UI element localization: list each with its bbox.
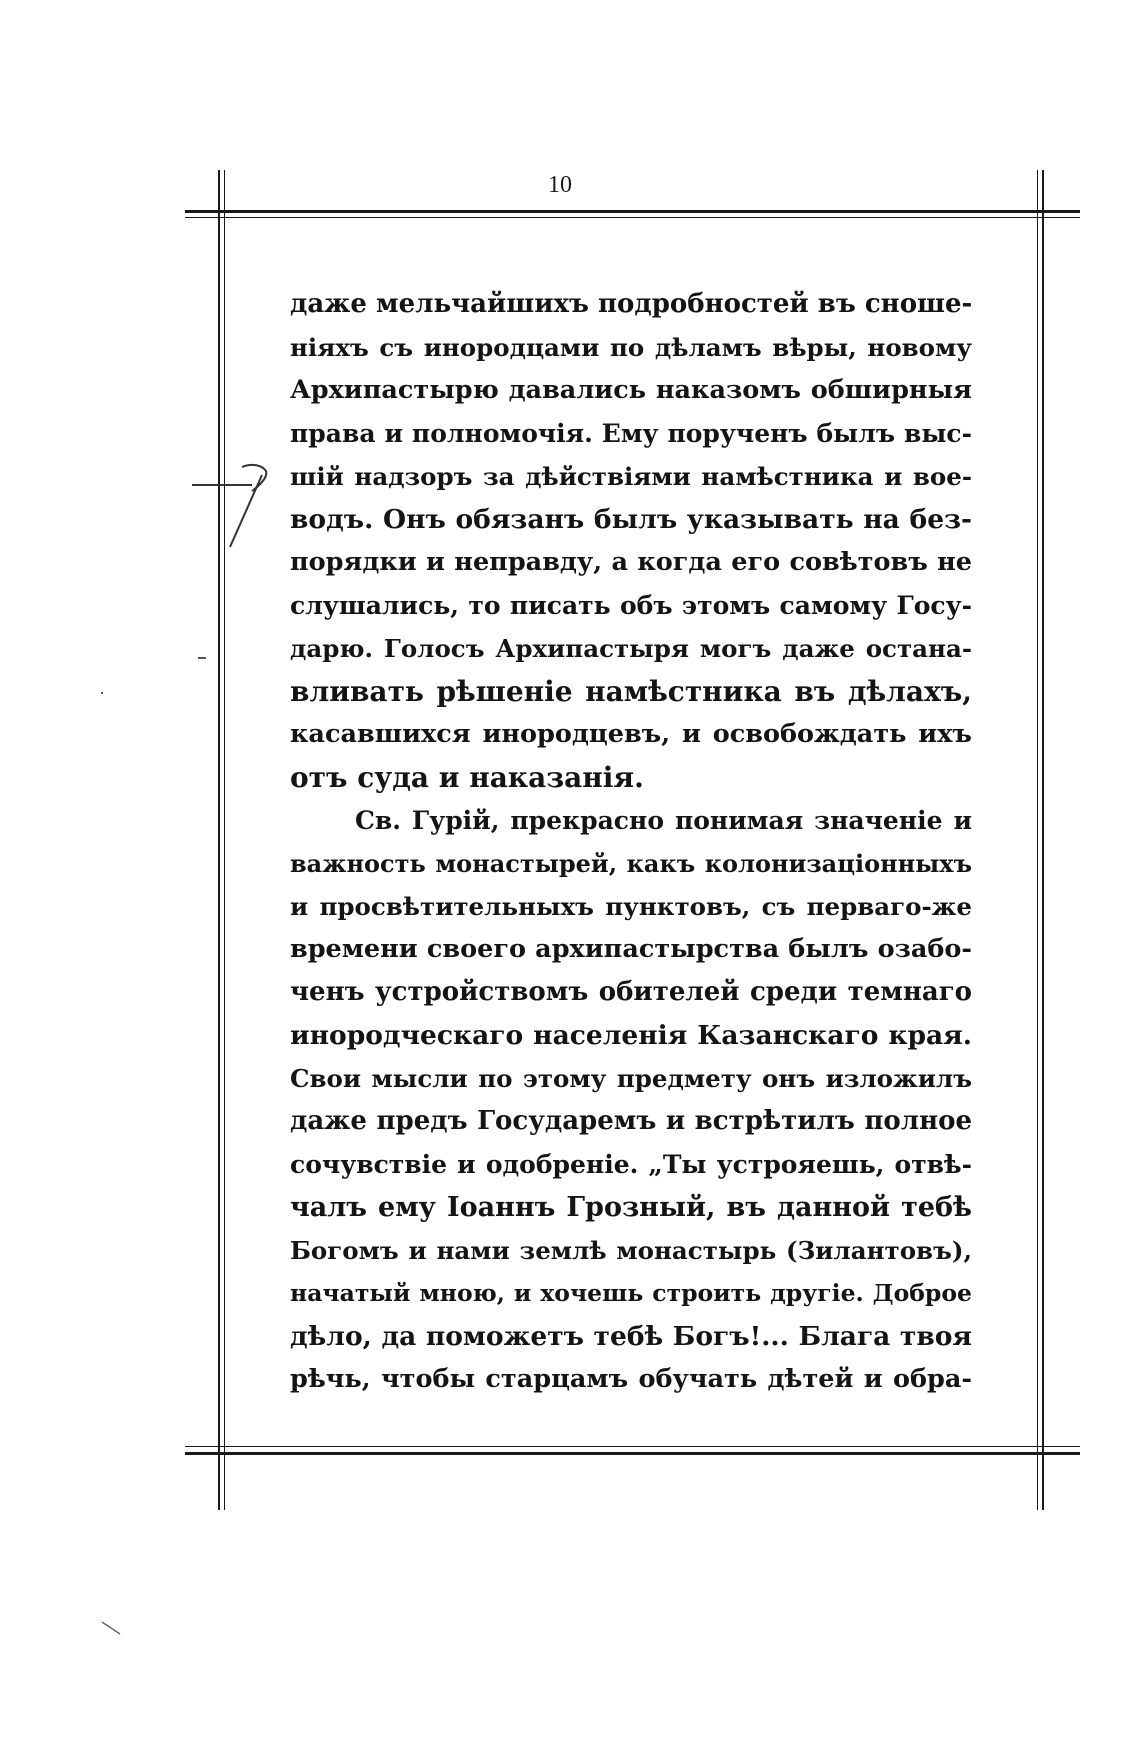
text-line: порядки и неправду, а когда его совѣтовъ не <box>290 547 972 577</box>
text-line: ніяхъ съ инородцами по дѣламъ вѣры, новому <box>290 333 972 362</box>
text-line: важность монастырей, какъ колонизаціонныхъ <box>290 849 972 878</box>
text-line: вливать рѣшеніе намѣстника въ дѣлахъ, <box>290 675 972 708</box>
bottom-rule-inner <box>185 1452 1080 1455</box>
text-line: дарю. Голосъ Архипастыря могъ даже остана- <box>290 634 972 663</box>
text-line: и просвѣтительныхъ пунктовъ, съ перваго-же <box>290 892 972 921</box>
text-line: ченъ устройствомъ обителей среди темнаго <box>290 977 972 1007</box>
text-line: рѣчь, чтобы старцамъ обучать дѣтей и обра- <box>290 1364 972 1394</box>
bottom-rule-outer <box>185 1446 1080 1447</box>
text-line: инородческаго населенія Казанскаго края. <box>290 1020 972 1051</box>
page-number: 10 <box>548 172 572 198</box>
text-line: шій надзоръ за дѣйствіями намѣстника и вое- <box>290 462 972 491</box>
text-line: даже мельчайшихъ подробностей въ сноше- <box>290 289 972 319</box>
margin-speck <box>198 657 206 659</box>
text-line: дѣло, да поможетъ тебѣ Богъ!... Блага твоя <box>290 1321 972 1352</box>
text-line: отъ суда и наказанія. <box>290 761 644 794</box>
body-text <box>290 283 972 1401</box>
right-rule-inner <box>1042 170 1044 1510</box>
text-line: Свои мысли по этому предмету онъ изложилъ <box>290 1064 972 1093</box>
text-line: водъ. Онъ обязанъ былъ указывать на без- <box>290 504 972 535</box>
text-line: начатый мною, и хочешь строить другіе. Доброе <box>290 1279 972 1307</box>
text-line: сочувствіе и одобреніе. „Ты устрояешь, отвѣ- <box>290 1150 972 1179</box>
text-line: времени своего архипастырства былъ озабо- <box>290 934 972 964</box>
text-line: права и полномочія. Ему порученъ былъ выс- <box>290 419 972 448</box>
text-line: чалъ ему Іоаннъ Грозный, въ данной тебѣ <box>290 1192 972 1223</box>
left-rule-inner <box>224 170 225 1510</box>
text-line: Св. Гурій, прекрасно понимая значеніе и <box>355 806 972 835</box>
text-line: касавшихся инородцевъ, и освобождать ихъ <box>290 719 972 749</box>
text-line: Архипастырю давались наказомъ обширныя <box>290 375 972 405</box>
text-line: Богомъ и нами землѣ монастырь (Зилантовъ), <box>290 1236 972 1265</box>
top-rule-inner <box>185 217 1080 218</box>
margin-speck <box>101 692 103 694</box>
text-line: слушались, то писать объ этомъ самому Госу- <box>290 591 972 620</box>
handwritten-seven-mark <box>190 455 280 565</box>
margin-scratch <box>100 1620 130 1640</box>
text-line: даже предъ Государемъ и встрѣтилъ полное <box>290 1106 972 1136</box>
right-rule-outer <box>1037 170 1038 1510</box>
left-rule-outer <box>218 170 220 1510</box>
top-rule-outer <box>185 210 1080 213</box>
